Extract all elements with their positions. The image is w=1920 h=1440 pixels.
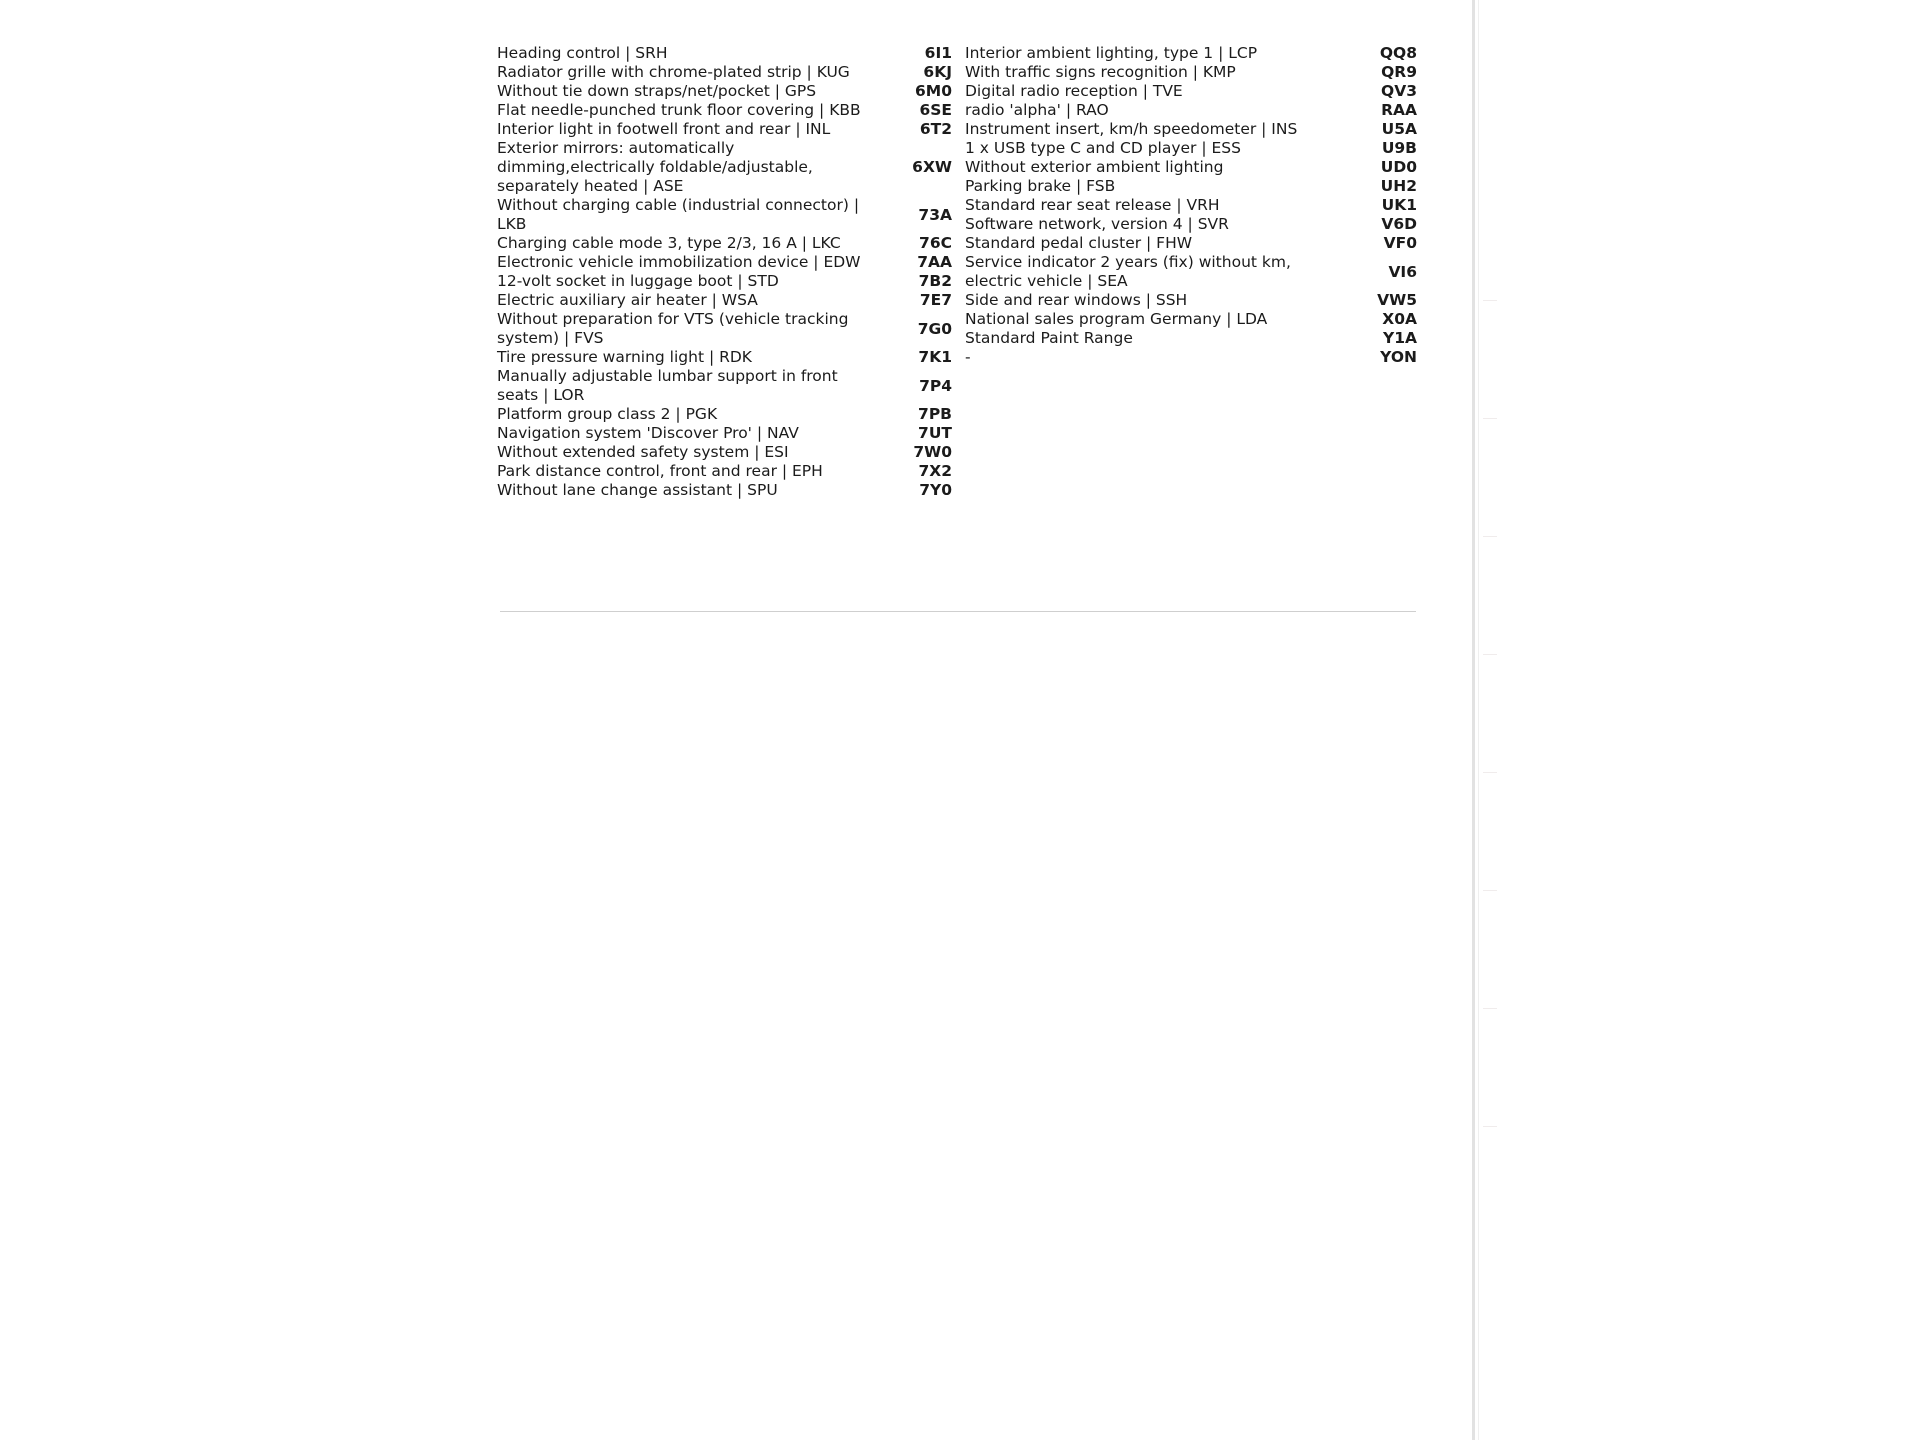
- option-description: Electric auxiliary air heater | WSA: [497, 291, 758, 309]
- option-code: U5A: [1381, 120, 1417, 138]
- option-row: [965, 177, 1417, 196]
- option-row: [965, 234, 1417, 253]
- option-code: 6M0: [915, 82, 952, 100]
- option-row: [965, 44, 1417, 63]
- option-row: [965, 310, 1417, 329]
- option-code: 76C: [919, 234, 952, 252]
- option-description: Without exterior ambient lighting: [965, 158, 1224, 176]
- option-row: [497, 63, 952, 82]
- option-code: 7PB: [918, 405, 952, 423]
- option-description: Manually adjustable lumbar support in front seats | LOR: [497, 367, 838, 404]
- option-column-right: [965, 44, 1417, 367]
- option-code: VI6: [1388, 262, 1417, 281]
- option-column-left: [497, 44, 952, 500]
- option-code: 7K1: [918, 348, 952, 366]
- option-row: [965, 348, 1417, 367]
- option-description: Heading control | SRH: [497, 44, 668, 62]
- option-code: YON: [1380, 348, 1417, 366]
- option-code: QR9: [1381, 63, 1417, 81]
- scan-edge-line: [1472, 0, 1475, 1440]
- option-code: U9B: [1381, 139, 1417, 157]
- option-code: 6XW: [912, 158, 952, 176]
- option-description: National sales program Germany | LDA: [965, 310, 1268, 328]
- option-row: [497, 462, 952, 481]
- option-row: [497, 367, 952, 405]
- option-row: [965, 120, 1417, 139]
- option-row: [497, 348, 952, 367]
- option-description: Park distance control, front and rear | EPH: [497, 462, 823, 480]
- option-description: Tire pressure warning light | RDK: [497, 348, 752, 366]
- option-row: [965, 215, 1417, 234]
- option-description: Service indicator 2 years (fix) without km, electric vehicle | SEA: [965, 253, 1291, 290]
- option-code: 7AA: [917, 253, 952, 271]
- option-row: [497, 234, 952, 253]
- option-description: Interior light in footwell front and rear | INL: [497, 120, 831, 138]
- option-description: Standard rear seat release | VRH: [965, 196, 1220, 214]
- option-description: Interior ambient lighting, type 1 | LCP: [965, 44, 1258, 62]
- option-row: [497, 424, 952, 443]
- option-description: Digital radio reception | TVE: [965, 82, 1183, 100]
- option-description: Without charging cable (industrial connector) | LKB: [497, 196, 860, 233]
- option-row: [965, 63, 1417, 82]
- option-row: [965, 82, 1417, 101]
- option-description: radio 'alpha' | RAO: [965, 101, 1109, 119]
- option-description: Radiator grille with chrome-plated strip | KUG: [497, 63, 850, 81]
- option-code: UK1: [1381, 196, 1417, 214]
- option-description: Without preparation for VTS (vehicle tracking system) | FVS: [497, 310, 849, 347]
- option-code: 6KJ: [923, 63, 952, 81]
- option-table-left: [497, 44, 952, 500]
- option-table-right: [965, 44, 1417, 367]
- option-row: [965, 158, 1417, 177]
- option-row: [497, 44, 952, 63]
- option-description: Charging cable mode 3, type 2/3, 16 A | LKC: [497, 234, 841, 252]
- option-description: Parking brake | FSB: [965, 177, 1116, 195]
- option-code: 7Y0: [919, 481, 952, 499]
- option-code: V6D: [1381, 215, 1417, 233]
- option-row: [497, 443, 952, 462]
- option-row: [497, 310, 952, 348]
- option-code: VW5: [1377, 291, 1417, 309]
- option-row: [497, 481, 952, 500]
- option-description: 12-volt socket in luggage boot | STD: [497, 272, 779, 290]
- option-description: Without extended safety system | ESI: [497, 443, 789, 461]
- option-row: [497, 196, 952, 234]
- option-description: Flat needle-punched trunk floor covering | KBB: [497, 101, 861, 119]
- option-code: X0A: [1382, 310, 1417, 328]
- option-row: [965, 291, 1417, 310]
- scan-artifacts: [1483, 300, 1543, 1300]
- option-code: 7W0: [913, 443, 952, 461]
- option-row: [497, 101, 952, 120]
- option-code: 7P4: [919, 376, 952, 395]
- section-divider: [500, 611, 1416, 612]
- option-row: [965, 196, 1417, 215]
- option-description: Without lane change assistant | SPU: [497, 481, 778, 499]
- option-row: [497, 120, 952, 139]
- option-code: UH2: [1380, 177, 1417, 195]
- option-code: Y1A: [1382, 329, 1417, 347]
- option-code: 6T2: [919, 120, 952, 138]
- option-code: 7X2: [918, 462, 952, 480]
- option-code: VF0: [1383, 234, 1417, 252]
- option-row: [497, 253, 952, 272]
- option-code: QV3: [1381, 82, 1417, 100]
- option-row: [497, 291, 952, 310]
- option-code: 7G0: [917, 319, 952, 338]
- option-code: 73A: [918, 205, 952, 224]
- option-description: Navigation system 'Discover Pro' | NAV: [497, 424, 799, 442]
- option-description: Without tie down straps/net/pocket | GPS: [497, 82, 817, 100]
- option-description: Electronic vehicle immobilization device | EDW: [497, 253, 861, 271]
- option-code: 6SE: [919, 101, 952, 119]
- option-code: UD0: [1380, 158, 1417, 176]
- option-description: With traffic signs recognition | KMP: [965, 63, 1236, 81]
- option-code: QQ8: [1379, 44, 1417, 62]
- option-description: Side and rear windows | SSH: [965, 291, 1188, 309]
- option-description: -: [965, 348, 971, 366]
- option-row: [965, 329, 1417, 348]
- option-row: [497, 82, 952, 101]
- option-code: 7UT: [918, 424, 952, 442]
- scan-edge-line-secondary: [1478, 0, 1479, 1440]
- option-code: 6I1: [924, 44, 952, 62]
- option-description: Platform group class 2 | PGK: [497, 405, 718, 423]
- option-description: 1 x USB type C and CD player | ESS: [965, 139, 1241, 157]
- option-row: [965, 101, 1417, 120]
- option-code: 7B2: [918, 272, 952, 290]
- option-description: Instrument insert, km/h speedometer | INS: [965, 120, 1298, 138]
- option-code: RAA: [1381, 101, 1417, 119]
- option-row: [497, 272, 952, 291]
- option-row: [497, 139, 952, 196]
- option-description: Standard pedal cluster | FHW: [965, 234, 1193, 252]
- option-row: [497, 405, 952, 424]
- option-description: Software network, version 4 | SVR: [965, 215, 1229, 233]
- option-description: Exterior mirrors: automatically dimming,electrically foldable/adjustable, separately heated | ASE: [497, 139, 813, 195]
- option-row: [965, 139, 1417, 158]
- option-code: 7E7: [919, 291, 952, 309]
- option-description: Standard Paint Range: [965, 329, 1133, 347]
- option-row: [965, 253, 1417, 291]
